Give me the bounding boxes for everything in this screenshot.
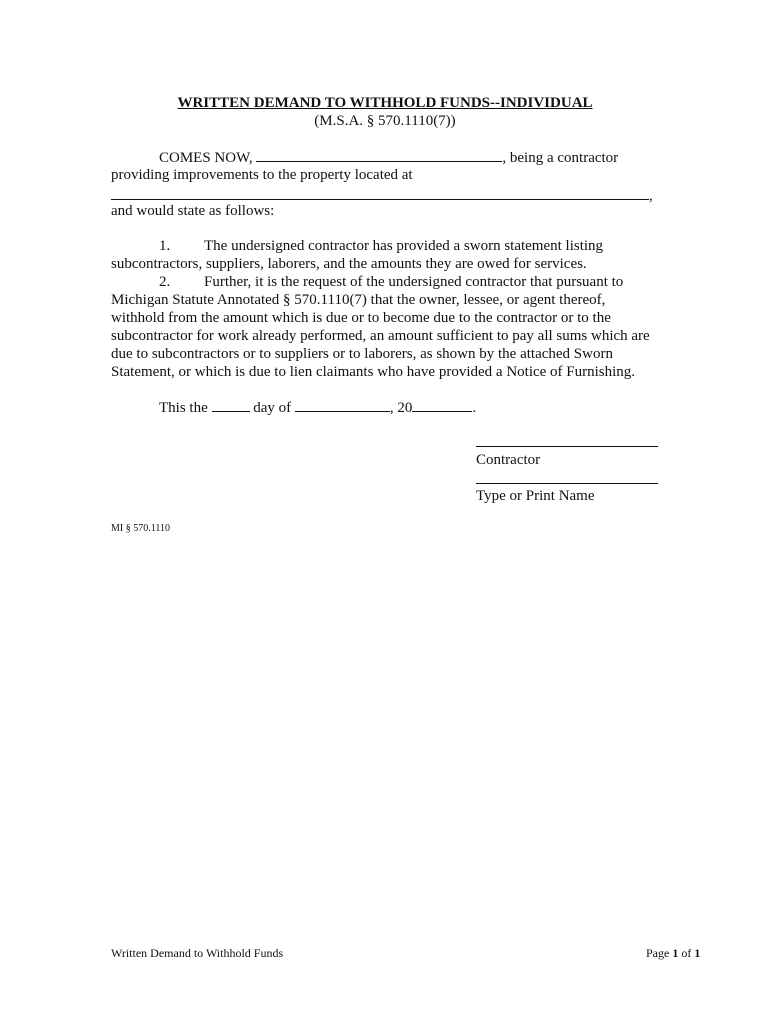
paragraph-2-line: withhold from the amount which is due or to become due to the contractor or to the [111,310,611,326]
paragraph-1-number: 1. [159,238,171,254]
citation-text: MI § 570.1110 [111,523,170,534]
date-line [159,398,476,417]
comes-now-text: COMES NOW, [159,150,253,166]
property-address-blank[interactable] [111,186,649,200]
contractor-name-blank[interactable] [256,148,502,162]
paragraph-2-line: Michigan Statute Annotated § 570.1110(7) that the owner, lessee, or agent thereof, [111,292,606,308]
paragraph-2-line: Statement, or which is due to lien claimants who have provided a Notice of Furnishing. [111,364,636,380]
period-text: . [472,400,477,416]
of-label: of [681,946,692,960]
current-page: 1 [672,946,679,960]
page-number [646,944,700,962]
day-of-text: day of [253,400,292,416]
comes-now-line [159,148,618,167]
comma-text: , [649,188,653,204]
document-title: WRITTEN DEMAND TO WITHHOLD FUNDS--INDIVIDUAL [177,95,593,111]
this-the-text: This the [159,400,208,416]
day-blank[interactable] [212,398,250,412]
month-blank[interactable] [295,398,390,412]
paragraph-2-number: 2. [159,274,171,290]
providing-text: providing improvements to the property located at [111,167,413,183]
contractor-signature-line[interactable] [476,446,658,447]
print-name-label: Type or Print Name [476,488,595,504]
being-contractor-text: , being a contractor [502,150,619,166]
state-as-follows-text: and would state as follows: [111,203,275,219]
print-name-line[interactable] [476,483,658,484]
paragraph-2-line: subcontractor for work already performed, an amount sufficient to pay all sums which are [111,328,650,344]
total-pages: 1 [694,946,701,960]
page-label: Page [646,946,670,960]
document-subtitle: (M.S.A. § 570.1110(7)) [314,113,456,129]
paragraph-1-line: subcontractors, suppliers, laborers, and the amounts they are owed for services. [111,256,587,272]
year-prefix-text: , 20 [389,400,413,416]
paragraph-2-line: Further, it is the request of the undersigned contractor that pursuant to [204,274,624,290]
footer-title: Written Demand to Withhold Funds [111,946,284,960]
paragraph-2-line: due to subcontractors or to suppliers or to laborers, as shown by the attached Sworn [111,346,613,362]
paragraph-1-line: The undersigned contractor has provided a sworn statement listing [204,238,604,254]
contractor-label: Contractor [476,452,541,468]
year-blank[interactable] [412,398,472,412]
